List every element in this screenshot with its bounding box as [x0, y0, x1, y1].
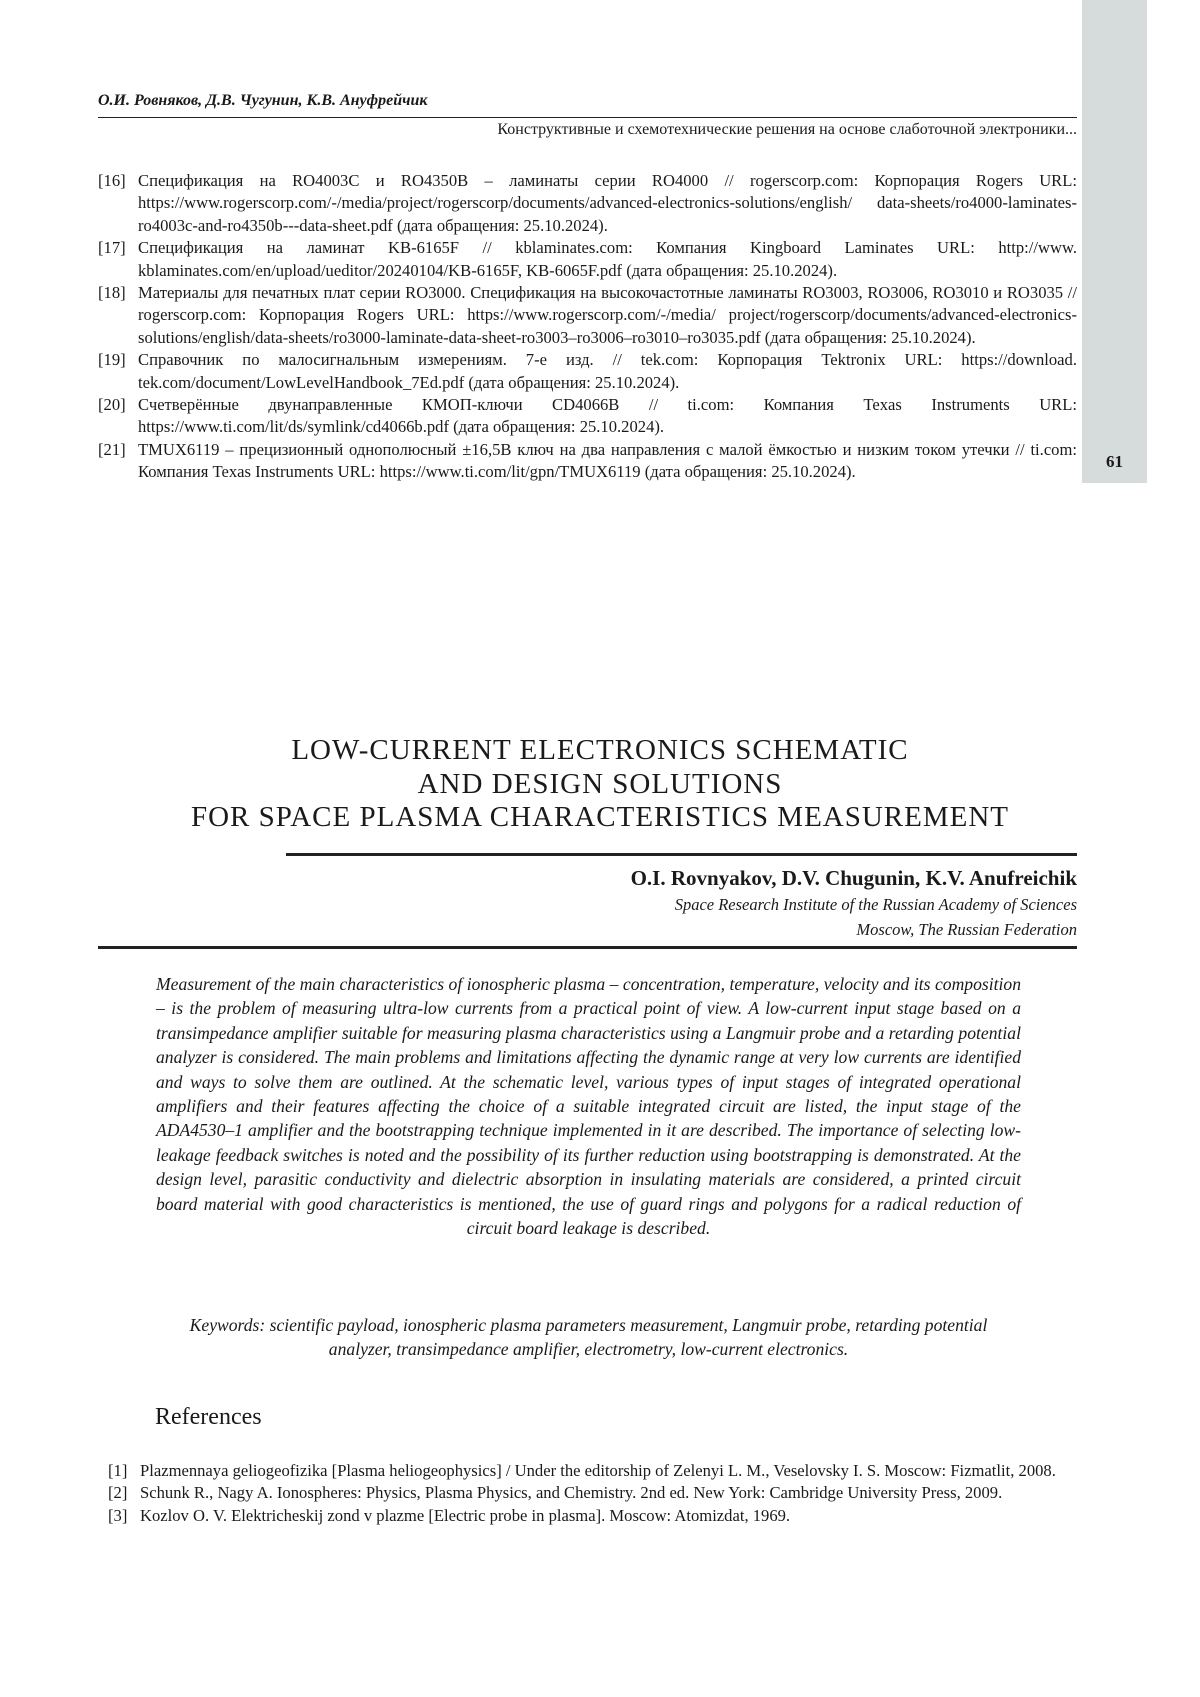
reference-text: Справочник по малосигнальным измерениям. 7-е изд. // tek.com: Корпорация Tektronix URL: https://download. tek.com/document/LowLevelHandbook_7Ed.pdf (дата обращения: 25.10.2024).	[138, 350, 1077, 391]
running-authors: О.И. Ровняков, Д.В. Чугунин, К.В. Ануфрейчик	[98, 92, 428, 110]
reference-number: [20]	[98, 394, 126, 416]
abstract: Measurement of the main characteristics of ionospheric plasma – concentration, temperature, velocity and its composition – is the problem of measuring ultra-low currents from a practical point of view. A low-current input stage based on a transimpedance amplifier suitable for measuring plasma characteristics using a Langmuir probe and a retarding potential analyzer is considered. The main problems and limitations affecting the dynamic range at very low currents are identified and ways to solve them are outlined. At the schematic level, various types of input stages of integrated operational amplifiers and their features affecting the choice of a suitable integrated circuit are listed, the input stage of the ADA4530–1 amplifier and the bootstrapping technique implemented in it are described. The importance of selecting low-leakage feedback switches is noted and the possibility of its further reduction using bootstrapping is demonstrated. At the design level, parasitic conductivity and dielectric absorption in insulating materials are considered, a printed circuit board material with good characteristics is mentioned, the use of guard rings and polygons for a radical reduction of circuit board leakage is described.	[156, 972, 1021, 1240]
reference-item	[108, 1460, 1077, 1482]
reference-item	[98, 349, 1077, 394]
keywords: Keywords: scientific payload, ionospheric plasma parameters measurement, Langmuir probe, retarding potential analyzer, transimpedance amplifier, electrometry, low-current electronics.	[156, 1313, 1021, 1362]
reference-number: [16]	[98, 170, 126, 192]
header-divider	[98, 117, 1077, 118]
affiliation-divider	[98, 946, 1077, 949]
title-line: FOR SPACE PLASMA CHARACTERISTICS MEASUREMENT	[0, 801, 1200, 835]
reference-number: [3]	[108, 1505, 127, 1527]
reference-text: Спецификация на ламинат KB-6165F // kblaminates.com: Компания Kingboard Laminates URL: http://www. kblaminates.com/en/upload/ueditor/20240104/KB-6165F, KB-6065F.pdf (дата обращения: 25.10.2024).	[138, 238, 1077, 279]
references-heading: References	[155, 1404, 262, 1431]
reference-text: Спецификация на RO4003C и RO4350B – ламинаты серии RO4000 // rogerscorp.com: Корпорация Rogers URL: https://www.rogerscorp.com/-/media/project/rogerscorp/documents/advanced-electronics-solutions/english/ data-sheets/ro4000-laminates-ro4003c-and-ro4350b---data-sheet.pdf (дата обращения: 25.10.2024).	[138, 171, 1077, 235]
reference-item	[98, 282, 1077, 349]
reference-item	[98, 170, 1077, 237]
reference-item	[98, 394, 1077, 439]
reference-item	[98, 439, 1077, 484]
affiliation-institute: Space Research Institute of the Russian Academy of Sciences	[675, 893, 1077, 918]
reference-item	[98, 237, 1077, 282]
title-divider	[286, 853, 1077, 856]
title-line: LOW-CURRENT ELECTRONICS SCHEMATIC	[0, 734, 1200, 768]
reference-text: Schunk R., Nagy A. Ionospheres: Physics, Plasma Physics, and Chemistry. 2nd ed. New York: Cambridge University Press, 2009.	[140, 1483, 1002, 1502]
reference-list-en	[108, 1460, 1077, 1527]
affiliation-location: Moscow, The Russian Federation	[675, 918, 1077, 943]
reference-number: [21]	[98, 439, 126, 461]
reference-text: Счетверённые двунаправленные КМОП-ключи CD4066B // ti.com: Компания Texas Instruments URL: https://www.ti.com/lit/ds/symlink/cd4066b.pdf (дата обращения: 25.10.2024).	[138, 395, 1077, 436]
article-authors: O.I. Rovnyakov, D.V. Chugunin, K.V. Anufreichik	[631, 866, 1077, 891]
reference-number: [2]	[108, 1482, 127, 1504]
reference-number: [1]	[108, 1460, 127, 1482]
reference-number: [17]	[98, 237, 126, 259]
reference-item	[108, 1505, 1077, 1527]
reference-text: Plazmennaya geliogeofizika [Plasma heliogeophysics] / Under the editorship of Zelenyi L. M., Veselovsky I. S. Moscow: Fizmatlit, 2008.	[140, 1461, 1056, 1480]
reference-item	[108, 1482, 1077, 1504]
page-side-tab	[1082, 0, 1147, 483]
running-title: Конструктивные и схемотехнические решения на основе слаботочной электроники...	[497, 121, 1077, 139]
reference-text: TMUX6119 – прецизионный однополюсный ±16,5В ключ на два направления с малой ёмкостью и низким током утечки // ti.com: Компания Texas Instruments URL: https://www.ti.com/lit/gpn/TMUX6119 (дата обращения: 25.10.2024).	[138, 440, 1077, 481]
page-number: 61	[1082, 452, 1147, 472]
reference-text: Материалы для печатных плат серии RO3000. Спецификация на высокочастотные ламинаты RO3003, RO3006, RO3010 и RO3035 // rogerscorp.com: Корпорация Rogers URL: https://www.rogerscorp.com/-/media/ project/rogerscorp/documents/advanced-electronics-solutions/english/data-sheets/ro3000-laminate-data-sheet-ro3003–ro3006–ro3010–ro3035.pdf (дата обращения: 25.10.2024).	[138, 283, 1077, 347]
reference-number: [19]	[98, 349, 126, 371]
reference-list-ru	[98, 170, 1077, 484]
affiliation	[675, 893, 1077, 942]
reference-number: [18]	[98, 282, 126, 304]
article-title	[0, 734, 1200, 835]
reference-text: Kozlov O. V. Elektricheskij zond v plazme [Electric probe in plasma]. Moscow: Atomizdat, 1969.	[140, 1506, 790, 1525]
title-line: AND DESIGN SOLUTIONS	[0, 768, 1200, 802]
